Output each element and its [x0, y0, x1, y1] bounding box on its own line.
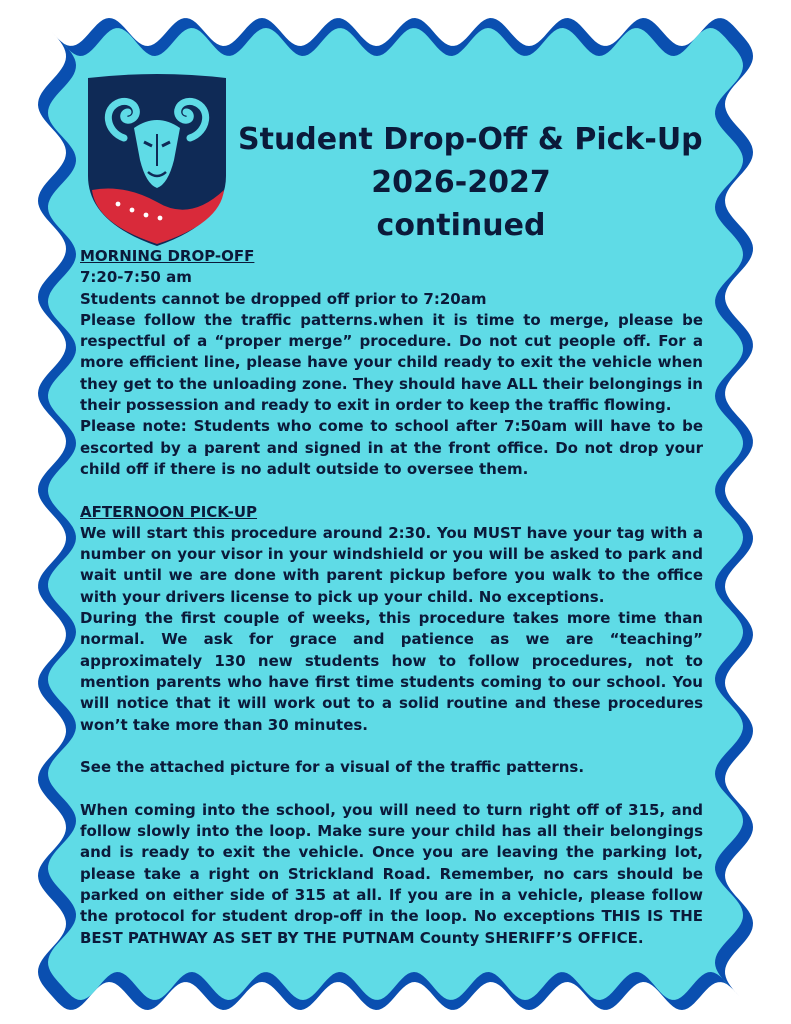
title-line-1: Student Drop-Off & Pick-Up [238, 122, 703, 157]
title-line-3: continued [376, 208, 546, 243]
attached-note: See the attached picture for a visual of the traffic patterns. [80, 758, 585, 777]
afternoon-first-weeks: During the first couple of weeks, this procedure takes more time than normal. We ask for grace and patience as we are “teaching” approximately 130 new students how to follow procedures, not to mention parents who have first time students coming to our school. You will notice that it will work out to a solid routine and these procedures won’t take more than 30 minutes. [80, 609, 703, 734]
morning-traffic: Please follow the traffic patterns.when it is time to merge, please be respectful of a “proper merge” procedure. Do not cut people off. For a more efficient line, please have your child ready to exit the vehicle when they get to the unloading zone. They should have ALL their belongings in their possession and ready to exit in order to keep the traffic flowing. [80, 310, 703, 415]
morning-no-early: Students cannot be dropped off prior to 7:20am [80, 289, 487, 308]
title-line-2: 2026-2027 [371, 165, 551, 200]
ram-head-crest-icon [84, 72, 230, 248]
spacer [80, 736, 703, 757]
spacer [80, 480, 703, 501]
afternoon-procedure: We will start this procedure around 2:30. You MUST have your tag with a number on your visor in your windshield or you will be asked to park and wait until we are done with parent pickup before you walk to the office with your drivers license to pick up your child. No exceptions. [80, 523, 703, 606]
spacer [80, 778, 703, 799]
directions: When coming into the school, you will need to turn right off of 315, and follow slowly into the loop. Make sure your child has all their belongings and is ready to exit the vehicle. Once you are leaving the parking lot, please take a right on Strickland Road. Remember, no cars should be parked on either side of 315 at all. If you are in a vehicle, please follow the protocol for student drop-off in the loop. No exceptions THIS IS THE BEST PATHWAY AS SET BY THE PUTNAM County SHERIFF’S OFFICE. [80, 800, 703, 947]
body-text [80, 246, 703, 949]
morning-time: 7:20-7:50 am [80, 268, 192, 287]
morning-late-note: Please note: Students who come to school after 7:50am will have to be escorted by a parent and signed in at the front office. Do not drop your child off if there is no adult outside to oversee them. [80, 417, 703, 478]
morning-heading: MORNING DROP-OFF [80, 247, 255, 265]
afternoon-heading: AFTERNOON PICK-UP [80, 502, 258, 521]
page-title [238, 118, 703, 247]
